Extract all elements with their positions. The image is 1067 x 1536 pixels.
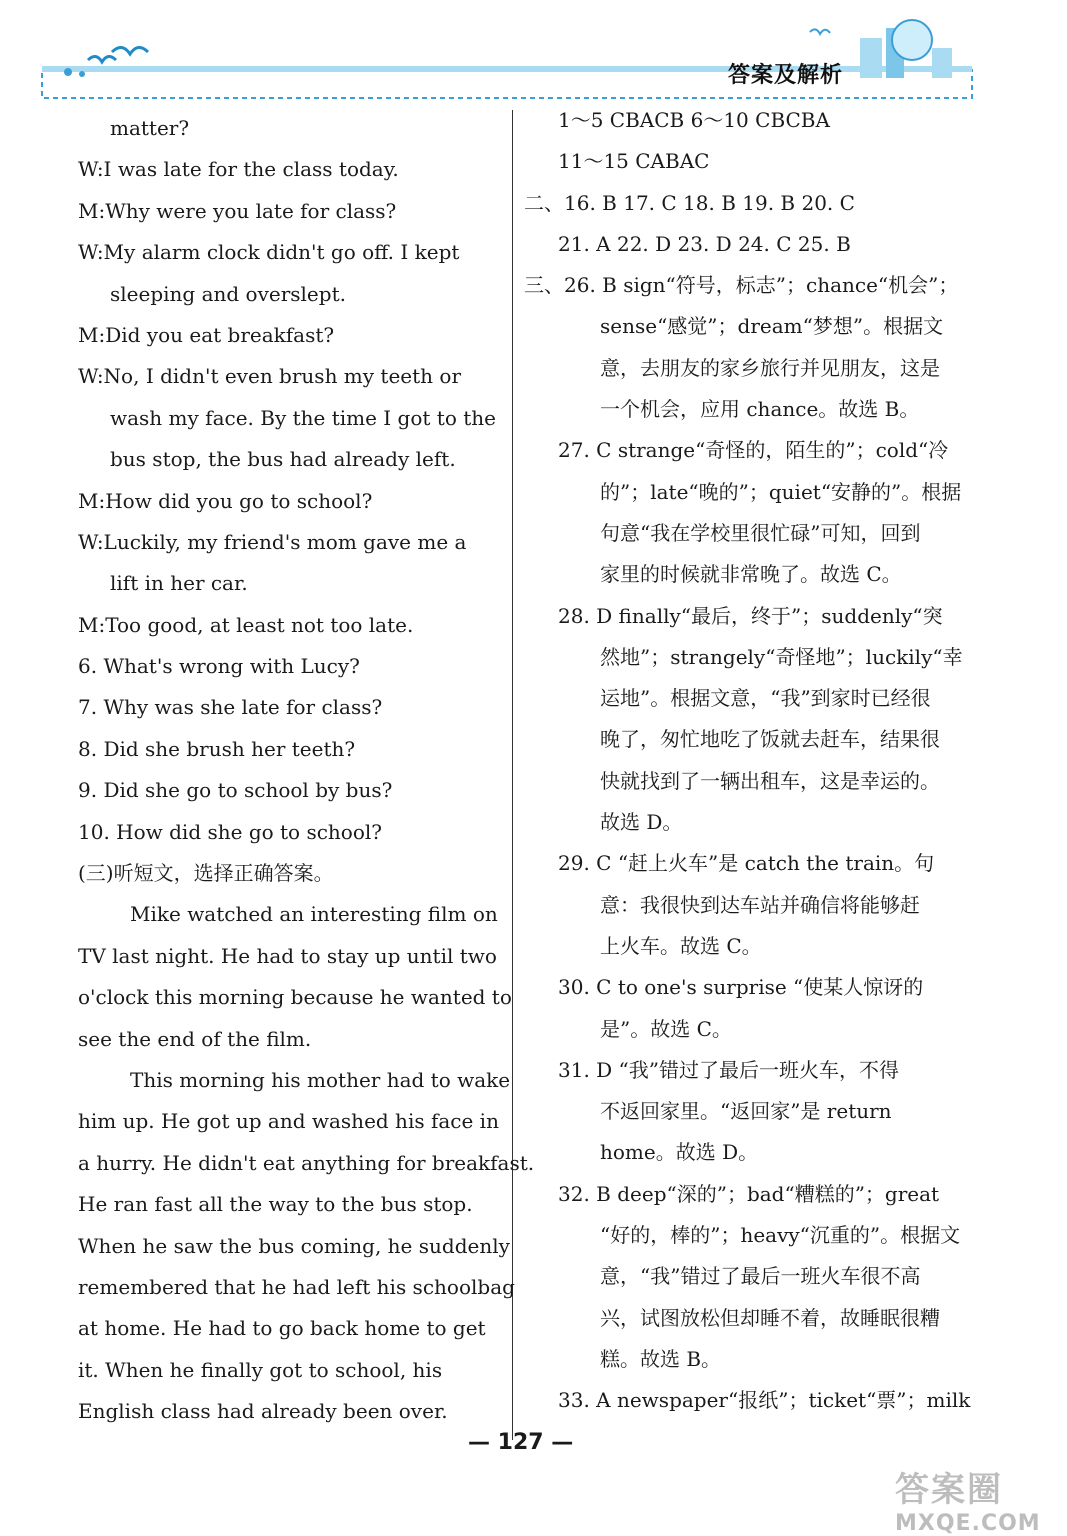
right-text-line: 兴，试图放松但却睡不着，故睡眠很糟 [600,1305,940,1330]
right-text-line: 27. C strange“奇怪的，陌生的”；cold“冷 [558,438,949,463]
watermark [895,1462,1055,1536]
right-text-line: 是”。故选 C。 [600,1016,732,1041]
header-decoration [0,0,1067,105]
column-divider [512,110,513,1440]
left-text-line: sleeping and overslept. [110,281,346,306]
left-text-line: (三)听短文，选择正确答案。 [78,861,334,886]
right-text-line: 意：我很快到达车站并确信将能够赶 [600,892,920,917]
left-text-line: a hurry. He didn't eat anything for breakfast. [78,1150,535,1175]
right-text-line: 二、16. B 17. C 18. B 19. B 20. C [524,190,855,215]
right-text-line: sense“感觉”；dream“梦想”。根据文 [600,314,944,339]
right-text-line: 31. D “我”错过了最后一班火车，不得 [558,1057,900,1082]
right-column [524,100,994,1422]
right-text-line: 然地”；strangely“奇怪地”；luckily“幸 [600,644,963,669]
left-text-line: TV last night. He had to stay up until two [78,943,497,968]
right-text-line: 不返回家里。“返回家”是 return [600,1099,892,1124]
left-text-line: M:How did you go to school? [78,488,373,513]
right-text-line: 30. C to one's surprise “使某人惊讶的 [558,975,924,1000]
right-text-line: 晚了，匆忙地吃了饭就去赶车，结果很 [600,727,940,752]
left-text-line: lift in her car. [110,571,248,596]
right-text-line: “好的，棒的”；heavy“沉重的”。根据文 [600,1223,961,1248]
left-text-line: bus stop, the bus had already left. [110,447,456,472]
left-column [78,108,535,1433]
right-text-line: 11～15 CABAC [558,149,710,174]
left-text-line: When he saw the bus coming, he suddenly [78,1233,510,1258]
watermark-top: 答案圈 [895,1470,1003,1510]
left-text-line: W:My alarm clock didn't go off. I kept [78,240,460,265]
right-text-line: 33. A newspaper“报纸”；ticket“票”；milk [558,1388,971,1413]
right-text-line: 意，“我”错过了最后一班火车很不高 [600,1264,921,1289]
left-text-line: Mike watched an interesting film on [130,902,498,927]
watermark-bottom: MXQE.COM [895,1511,1041,1536]
right-text-line: 32. B deep“深的”；bad“糟糕的”；great [558,1181,940,1206]
left-text-line: 7. Why was she late for class? [78,695,383,720]
right-text-line: 快就找到了一辆出租车，这是幸运的。 [600,768,940,793]
left-text-line: W:I was late for the class today. [78,157,399,182]
right-text-line: 28. D finally“最后，终于”；suddenly“突 [558,603,943,628]
right-text-line: home。故选 D。 [600,1140,759,1165]
left-text-line: W:No, I didn't even brush my teeth or [78,364,462,389]
left-text-line: M:Why were you late for class? [78,198,397,223]
left-text-line: at home. He had to go back home to get [78,1316,486,1341]
bird-icon [810,29,830,34]
right-text-line: 1～5 CBACB 6～10 CBCBA [558,108,830,132]
bird-icon [112,47,148,54]
left-text-line: see the end of the film. [78,1026,312,1051]
left-text-line: 6. What's wrong with Lucy? [78,654,360,679]
left-text-line: He ran fast all the way to the bus stop. [78,1192,473,1217]
right-text-line: 29. C “赶上火车”是 catch the train。句 [558,851,935,876]
left-text-line: M:Did you eat breakfast? [78,322,335,347]
right-text-line: 家里的时候就非常晚了。故选 C。 [600,562,902,587]
right-text-line: 21. A 22. D 23. D 24. C 25. B [558,231,851,256]
right-text-line: 句意“我在学校里很忙碌”可知，回到 [600,520,921,545]
left-text-line: 8. Did she brush her teeth? [78,736,356,761]
bird-icon [88,56,116,62]
left-text-line: o'clock this morning because he wanted to [78,985,512,1010]
right-text-line: 上火车。故选 C。 [600,933,762,958]
right-text-line: 意，去朋友的家乡旅行并见朋友，这是 [600,355,940,380]
page-header [0,0,1067,105]
right-text-line: 一个机会，应用 chance。故选 B。 [600,397,920,422]
right-text-line: 运地”。根据文意，“我”到家时已经很 [600,686,931,711]
left-text-line: This morning his mother had to wake [130,1067,511,1092]
right-text-line: 的”；late“晚的”；quiet“安静的”。根据 [600,479,962,504]
left-text-line: matter? [110,116,190,140]
left-text-line: W:Luckily, my friend's mom gave me a [78,529,467,554]
right-text-line: 糕。故选 B。 [600,1346,722,1371]
left-text-line: wash my face. By the time I got to the [110,405,496,430]
header-title: 答案及解析 [728,63,844,88]
left-text-line: remembered that he had left his schoolbag [78,1274,515,1299]
left-text-line: 9. Did she go to school by bus? [78,778,393,803]
left-text-line: M:Too good, at least not too late. [78,612,414,637]
left-text-line: him up. He got up and washed his face in [78,1109,499,1134]
left-text-line: 10. How did she go to school? [78,819,383,844]
right-text-line: 故选 D。 [600,810,683,835]
left-text-line: English class had already been over. [78,1399,448,1424]
left-text-line: it. When he finally got to school, his [78,1357,443,1382]
page-number: — 127 — [468,1430,574,1455]
right-text-line: 三、26. B sign“符号，标志”；chance“机会”； [524,273,959,298]
